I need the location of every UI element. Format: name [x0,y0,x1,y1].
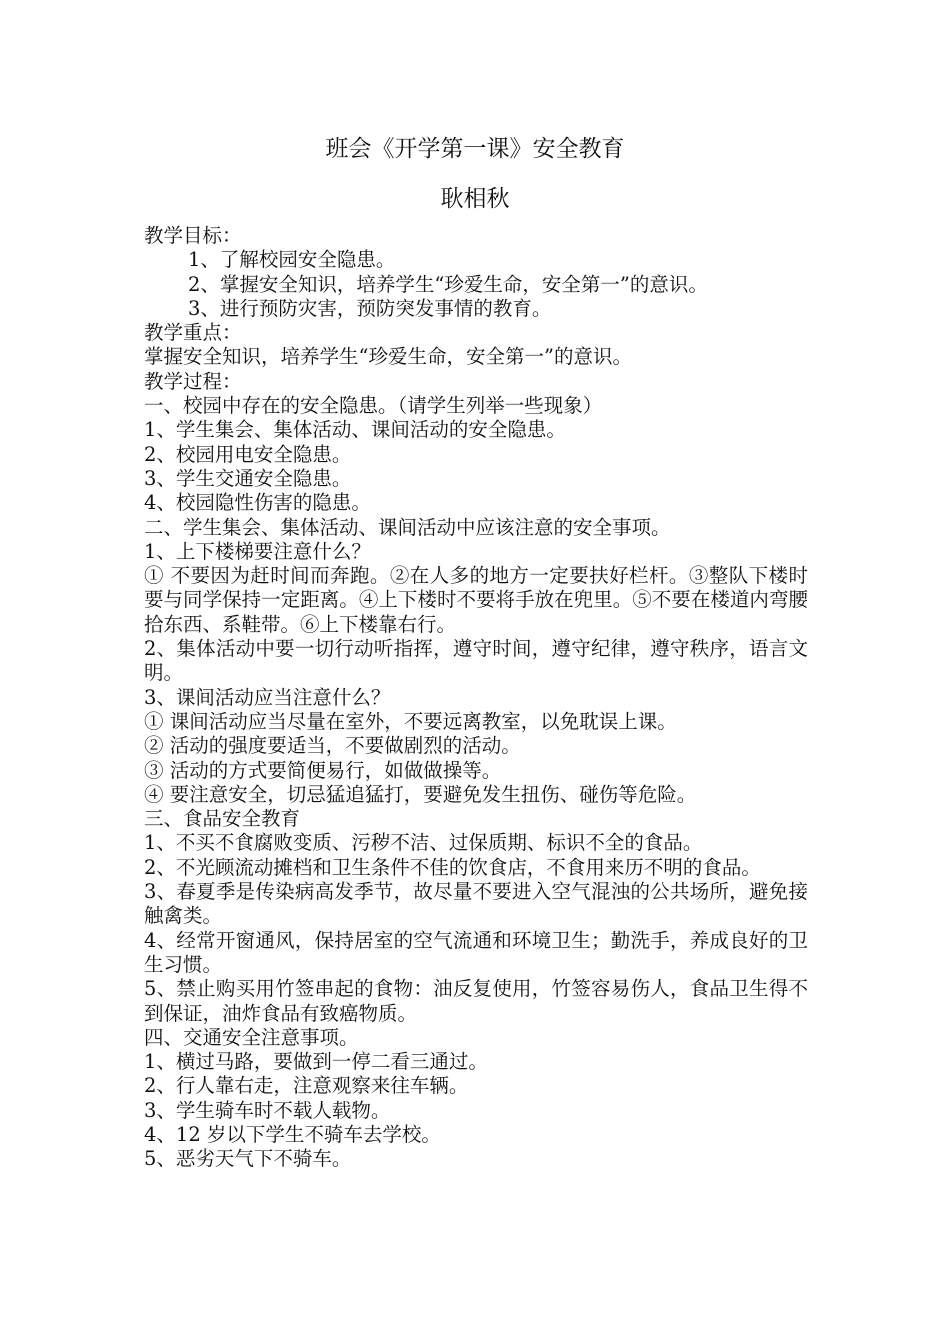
list-item: 2、不光顾流动摊档和卫生条件不佳的饮食店，不食用来历不明的食品。 [144,855,761,879]
document-title: 班会《开学第一课》安全教育 [325,136,625,162]
list-item: ④ 要注意安全，切忌猛追猛打，要避免发生扭伤、碰伤等危险。 [144,782,697,806]
list-item: ① 课间活动应当尽量在室外，不要远离教室，以免耽误上课。 [144,709,677,733]
list-item: 1、学生集会、集体活动、课间活动的安全隐患。 [144,418,566,442]
document-body [144,224,808,1172]
process-heading: 教学过程： [144,369,242,393]
section-heading: 一、校园中存在的安全隐患。（请学生列举一些现象） [144,394,603,418]
focus-heading: 教学重点： [144,321,242,345]
list-item: 2、集体活动中要一切行动听指挥，遵守时间，遵守纪律，遵守秩序，语言文明。 [144,637,808,685]
list-item: 1、不买不食腐败变质、污秽不洁、过保质期、标识不全的食品。 [144,831,703,855]
section-heading: 三、食品安全教育 [144,807,301,831]
goal-item: 2、掌握安全知识，培养学生“珍爱生命，安全第一”的意识。 [188,272,708,296]
focus-text: 掌握安全知识，培养学生“珍爱生命，安全第一”的意识。 [144,345,632,369]
goal-item: 1、了解校园安全隐患。 [188,248,396,272]
list-item: ③ 活动的方式要简便易行，如做做操等。 [144,758,502,782]
list-item: 4、经常开窗通风，保持居室的空气流通和环境卫生；勤洗手，养成良好的卫生习惯。 [144,928,808,976]
section-heading: 四、交通安全注意事项。 [144,1025,359,1049]
list-item: 5、恶劣天气下不骑车。 [144,1147,352,1171]
author-name: 耿相秋 [440,186,510,212]
goals-heading: 教学目标： [144,224,242,247]
list-item: 2、校园用电安全隐患。 [144,442,352,466]
list-item: 3、学生交通安全隐患。 [144,466,352,490]
goal-item: 3、进行预防灾害，预防突发事情的教育。 [188,296,552,320]
list-item: 3、学生骑车时不载人载物。 [144,1098,391,1122]
question: 3、课间活动应当注意什么？ [144,685,391,709]
section-heading: 二、学生集会、集体活动、课间活动中应该注意的安全事项。 [144,515,671,539]
list-item: 5、禁止购买用竹签串起的食物：油反复使用，竹签容易伤人，食品卫生得不到保证，油炸食品有致癌物质。 [144,977,808,1025]
list-item: 3、春夏季是传染病高发季节，故尽量不要进入空气混浊的公共场所，避免接触禽类。 [144,880,808,928]
list-item: 4、校园隐性伤害的隐患。 [144,491,371,515]
list-item: ② 活动的强度要适当，不要做剧烈的活动。 [144,734,521,758]
question: 1、上下楼梯要注意什么？ [144,539,371,563]
answer-paragraph: ① 不要因为赶时间而奔跑。②在人多的地方一定要扶好栏杆。③整队下楼时要与同学保持一定距离。④上下楼时不要将手放在兜里。⑤不要在楼道内弯腰拾东西、系鞋带。⑥上下楼靠右行。 [144,564,808,636]
list-item: 2、行人靠右走，注意观察来往车辆。 [144,1074,469,1098]
list-item: 1、横过马路，要做到一停二看三通过。 [144,1050,488,1074]
list-item: 4、12 岁以下学生不骑车去学校。 [144,1122,441,1146]
